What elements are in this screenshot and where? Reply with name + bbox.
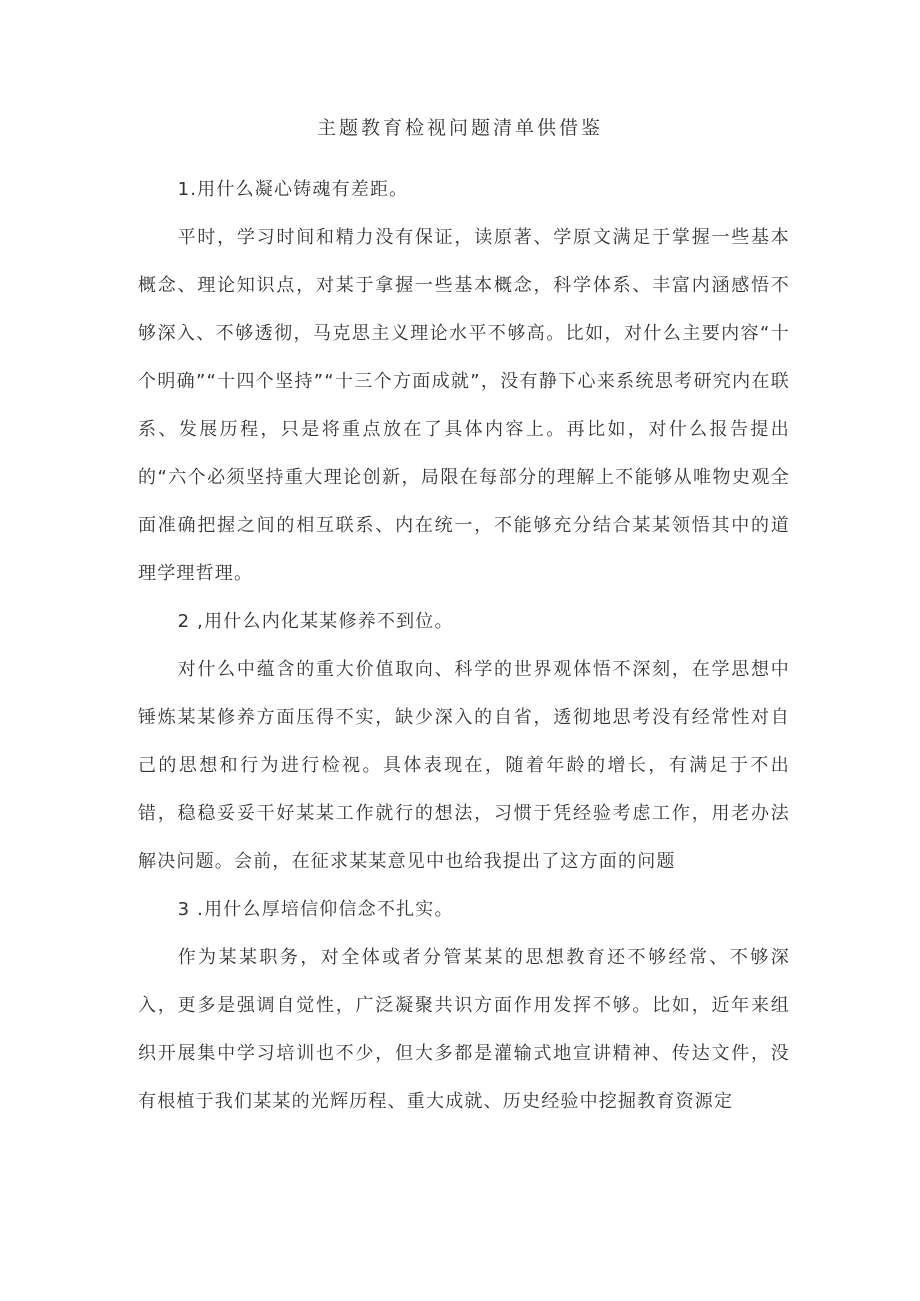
section-3-paragraph: 作为某某职务，对全体或者分管某某的思想教育还不够经常、不够深入，更多是强调自觉性，广泛凝聚共识方面作用发挥不够。比如，近年来组织开展集中学习培训也不少，但大多都是灌输式地宣讲精神、传达文件，没有根植于我们某某的光辉历程、重大成就、历史经验中挖掘教育资源定: [138, 947, 790, 1112]
section-3-heading: 3 .用什么厚培信仰信念不扎实。: [177, 899, 454, 920]
section-2-heading: 2 ,用什么内化某某修养不到位。: [177, 611, 454, 632]
section-1-paragraph: 平时，学习时间和精力没有保证，读原著、学原文满足于掌握一些基本概念、理论知识点，对某于拿握一些基本概念，科学体系、丰富内涵感悟不够深入、不够透彻，马克思主义理论水平不够高。比如，对什么主要内容“十个明确”“十四个坚持”“十三个方面成就”，没有静下心来系统思考研究内在联系、发展历程，只是将重点放在了具体内容上。再比如，对什么报告提出的“六个必须坚持重大理论创新，局限在每部分的理解上不能够从唯物史观全面准确把握之间的相互联系、内在统一，不能够充分结合某某领悟其中的道理学理哲理。: [138, 227, 790, 584]
document-title: 主题教育检视问题清单供借鉴: [316, 117, 603, 139]
document-body: [138, 166, 790, 1126]
section-2-paragraph: 对什么中蕴含的重大价值取向、科学的世界观体悟不深刻，在学思想中锤炼某某修养方面压得不实，缺少深入的自省，透彻地思考没有经常性对自己的思想和行为进行检视。具体表现在，随着年龄的增长，有满足于不出错，稳稳妥妥干好某某工作就行的想法，习惯于凭经验考虑工作，用老办法解决问题。会前，在征求某某意见中也给我提出了这方面的问题: [138, 659, 790, 872]
section-1-heading: 1.用什么凝心铸魂有差距。: [177, 179, 409, 200]
